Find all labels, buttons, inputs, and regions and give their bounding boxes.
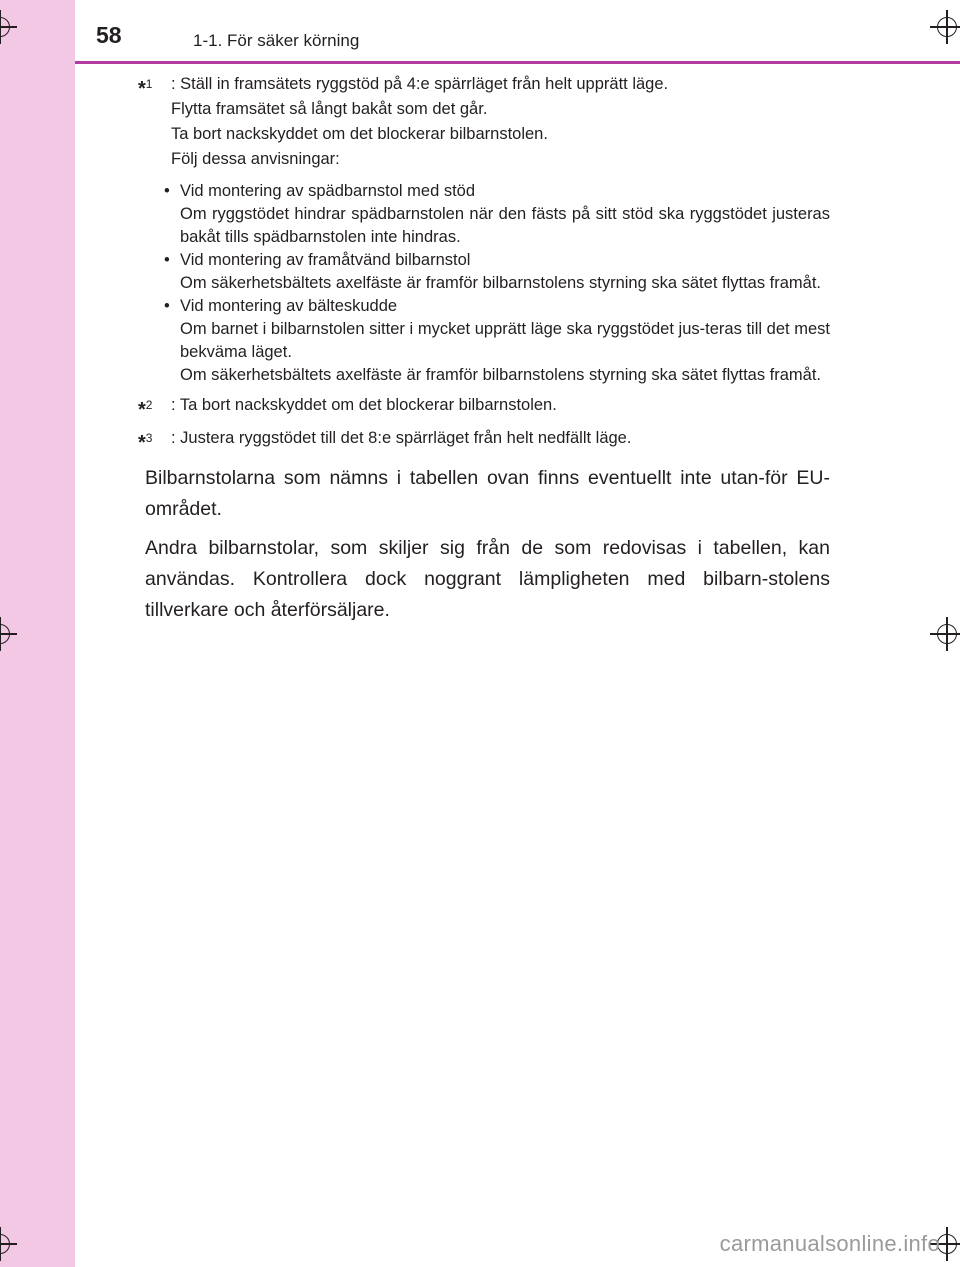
registration-mark-icon <box>930 617 960 651</box>
list-item-text: Om säkerhetsbältets axelfäste är framför bilbarnstolens styrning ska sätet flyttas framåt. <box>180 274 822 292</box>
registration-mark-icon <box>0 617 17 651</box>
footnote-marker: *$^1$ <box>138 77 153 100</box>
bullet-icon: • <box>164 297 170 315</box>
footnote-3-text: : Justera ryggstödet till det 8:e spärrläget från helt nedfällt läge. <box>171 429 632 447</box>
body-paragraph: Bilbarnstolarna som nämns i tabellen ovan finns eventuellt inte utan-för EU-området. <box>145 467 830 520</box>
page-number: 58 <box>96 22 122 48</box>
list-item <box>164 180 830 249</box>
list-item-text: Om säkerhetsbältets axelfäste är framför bilbarnstolens styrning ska sätet flyttas framåt. <box>180 366 822 384</box>
footnote-marker: *$^3$ <box>138 431 153 454</box>
footnote-marker: *$^2$ <box>138 398 153 421</box>
footnote-1-line: Följ dessa anvisningar: <box>171 150 340 168</box>
list-item-heading: Vid montering av bälteskudde <box>180 297 398 315</box>
list-item-text: Om ryggstödet hindrar spädbarnstolen när den fästs på sitt stöd ska ryggstödet justeras bakåt tills spädbarnstolen inte hindras. <box>180 205 830 246</box>
list-item-text: Om barnet i bilbarnstolen sitter i mycket upprätt läge ska ryggstödet jus-teras till det mest bekväma läget. <box>180 320 830 361</box>
registration-mark-icon <box>0 1227 17 1261</box>
page-content <box>138 72 830 626</box>
footnote-1 <box>138 72 830 172</box>
bullet-icon: • <box>164 182 170 200</box>
list-item-heading: Vid montering av spädbarnstol med stöd <box>180 182 476 200</box>
footnote-1-line: Ta bort nackskyddet om det blockerar bilbarnstolen. <box>171 125 548 143</box>
list-item <box>164 249 830 295</box>
registration-mark-icon <box>930 10 960 44</box>
watermark: carmanualsonline.info <box>719 1231 940 1256</box>
footnote-2 <box>138 393 830 421</box>
body-paragraph: Andra bilbarnstolar, som skiljer sig från de som redovisas i tabellen, kan användas. Kontrollera dock noggrant lämpligheten med bilbarn-stolens tillverkare och återförsäljare. <box>145 537 830 621</box>
list-item-heading: Vid montering av framåtvänd bilbarnstol <box>180 251 471 269</box>
list-item <box>164 295 830 387</box>
footnote-3 <box>138 426 830 454</box>
footnote-1-line: Flytta framsätet så långt bakåt som det går. <box>171 100 488 118</box>
footnote-2-text: : Ta bort nackskyddet om det blockerar bilbarnstolen. <box>171 396 557 414</box>
instruction-list <box>138 180 830 387</box>
footnote-1-line: : Ställ in framsätets ryggstöd på 4:e spärrläget från helt upprätt läge. <box>171 75 669 93</box>
bullet-icon: • <box>164 251 170 269</box>
registration-mark-icon <box>0 10 17 44</box>
section-title: 1-1. För säker körning <box>193 31 360 50</box>
header-divider <box>75 61 960 64</box>
